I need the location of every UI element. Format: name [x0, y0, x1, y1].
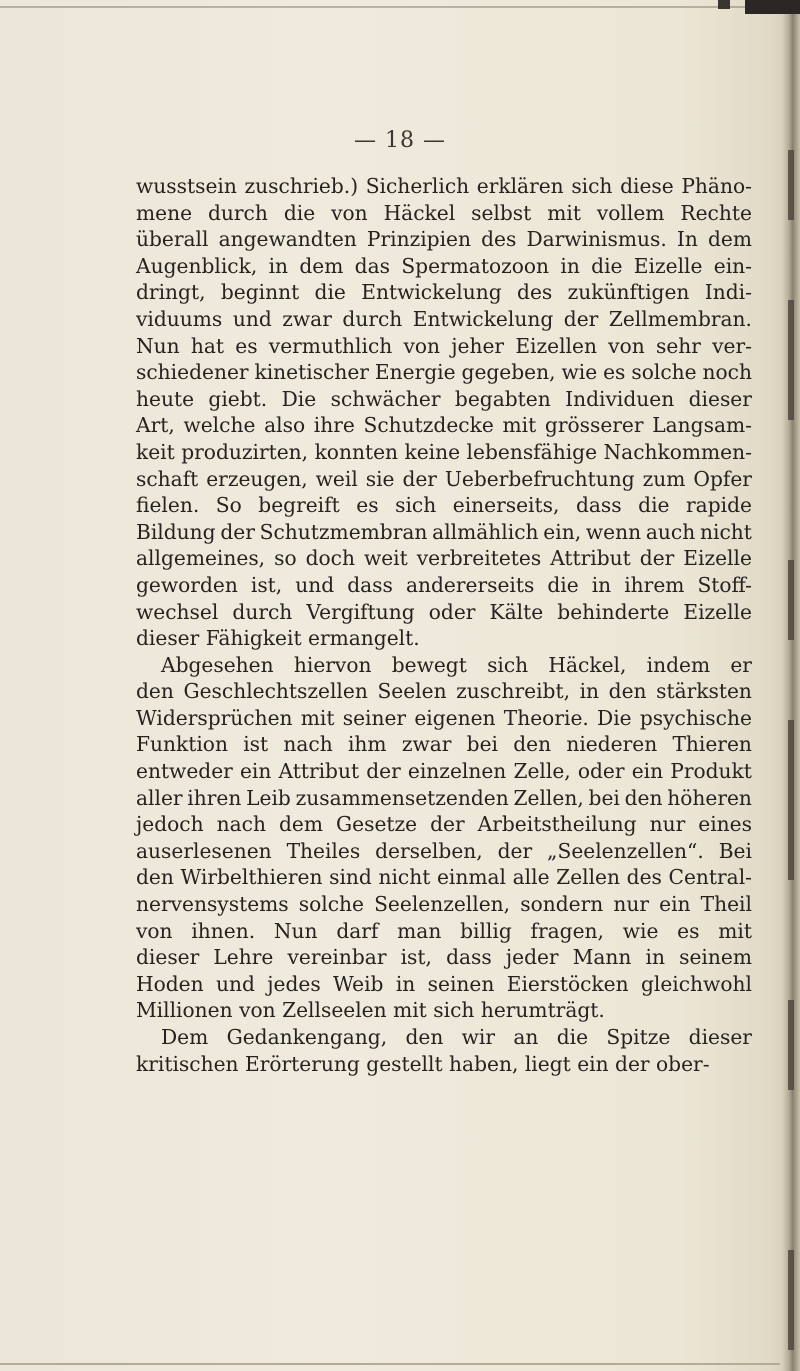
- text-line: dringt, beginnt die Entwickelung des zukünftigen Indi-: [136, 280, 752, 305]
- text-line: den Geschlechtszellen Seelen zuschreibt, in den stärksten: [136, 679, 752, 704]
- text-line: aller ihren Leib zusammensetzenden Zellen, bei den höheren: [136, 785, 752, 810]
- text-line: keit produzirten, konnten keine lebensfähige Nachkommen-: [136, 439, 752, 464]
- text-line: Augenblick, in dem das Spermatozoon in die Eizelle ein-: [136, 253, 752, 278]
- text-line: schiedener kinetischer Energie gegeben, wie es solche noch: [136, 360, 752, 385]
- text-line: allgemeines, so doch weit verbreitetes Attribut der Eizelle: [136, 546, 752, 571]
- text-line: Dem Gedankengang, den wir an die Spitze dieser: [161, 1025, 752, 1049]
- top-dark-mark: [718, 0, 730, 9]
- edge-shadow: [788, 150, 794, 220]
- page-number: — 18 —: [354, 128, 446, 153]
- text-line: schaft erzeugen, weil sie der Ueberbefruchtung zum Opfer: [136, 466, 752, 491]
- text-line: Abgesehen hiervon bewegt sich Häckel, indem er: [161, 652, 752, 677]
- text-line: mene durch die von Häckel selbst mit vollem Rechte: [136, 200, 752, 225]
- edge-shadow: [788, 560, 794, 640]
- text-line: fielen. So begreift es sich einerseits, dass die rapide: [136, 493, 752, 518]
- text-line: wechsel durch Vergiftung oder Kälte behinderte Eizelle: [136, 599, 752, 624]
- bottom-edge-rule: [0, 1363, 780, 1365]
- text-line: jedoch nach dem Gesetze der Arbeitstheilung nur eines: [136, 812, 752, 837]
- text-line: viduums und zwar durch Entwickelung der Zellmembran.: [136, 306, 752, 331]
- top-edge-rule: [0, 6, 760, 8]
- text-line: heute giebt. Die schwächer begabten Individuen dieser: [136, 386, 752, 411]
- text-line: von ihnen. Nun darf man billig fragen, wie es mit: [136, 918, 752, 943]
- text-line: Millionen von Zellseelen mit sich herumträgt.: [136, 998, 605, 1023]
- text-line: Funktion ist nach ihm zwar bei den niederen Thieren: [136, 732, 752, 757]
- paragraph: [136, 173, 752, 652]
- edge-shadow: [788, 1250, 794, 1350]
- text-line: dieser Lehre vereinbar ist, dass jeder Mann in seinem: [136, 945, 752, 970]
- paragraph: [136, 652, 752, 1024]
- text-line: Nun hat es vermuthlich von jeher Eizellen von sehr ver-: [136, 333, 752, 358]
- text-line: wusstsein zuschrieb.) Sicherlich erklären sich diese Phäno-: [136, 174, 752, 198]
- text-line: dieser Fähigkeit ermangelt.: [136, 626, 420, 651]
- edge-shadow: [788, 720, 794, 880]
- text-line: Hoden und jedes Weib in seinen Eierstöcken gleichwohl: [136, 971, 752, 996]
- text-line: geworden ist, und dass andererseits die in ihrem Stoff-: [136, 572, 752, 597]
- body-text: [136, 173, 752, 1077]
- top-right-dark-mark: [745, 0, 800, 14]
- paragraph: [136, 1024, 752, 1077]
- text-line: den Wirbelthieren sind nicht einmal alle Zellen des Central-: [136, 865, 752, 890]
- text-line: entweder ein Attribut der einzelnen Zelle, oder ein Produkt: [136, 759, 752, 784]
- text-line: überall angewandten Prinzipien des Darwinismus. In dem: [136, 227, 752, 252]
- text-line: auserlesenen Theiles derselben, der „Seelenzellen“. Bei: [136, 838, 752, 863]
- text-line: nervensystems solche Seelenzellen, sondern nur ein Theil: [136, 892, 752, 917]
- text-line: Bildung der Schutzmembran allmählich ein, wenn auch nicht: [136, 519, 752, 544]
- edge-shadow: [788, 1000, 794, 1090]
- edge-shadow: [788, 300, 794, 420]
- text-line: kritischen Erörterung gestellt haben, liegt ein der ober-: [136, 1051, 710, 1076]
- text-line: Art, welche also ihre Schutzdecke mit grösserer Langsam-: [136, 413, 752, 438]
- text-line: Widersprüchen mit seiner eigenen Theorie. Die psychische: [136, 705, 752, 730]
